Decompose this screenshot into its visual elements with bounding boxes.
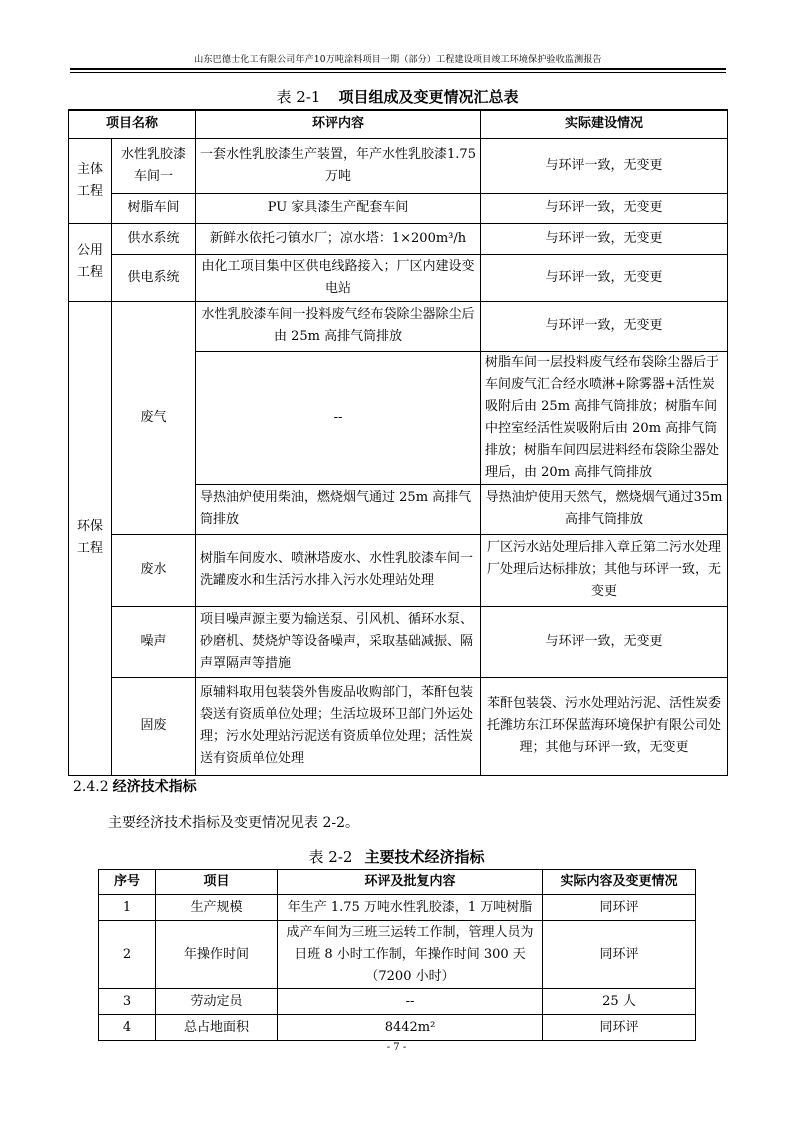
sub-cell: 噪声 <box>112 606 196 677</box>
economic-indicators-table <box>98 869 696 1041</box>
header-cell: 项目名称 <box>69 110 196 138</box>
section-heading <box>73 776 197 796</box>
sub-cell: 废气 <box>112 301 196 534</box>
item-cell: 年操作时间 <box>156 921 278 989</box>
no-cell: 2 <box>99 921 156 989</box>
item-cell: 生产规模 <box>156 895 278 921</box>
sub-cell: 树脂车间 <box>112 193 196 223</box>
section-number: 2.4.2 <box>73 779 109 795</box>
table-row <box>69 223 728 254</box>
actual-cell: 同环评 <box>543 895 696 921</box>
sub-cell: 供电系统 <box>112 254 196 301</box>
actual-cell: 与环评一致，无变更 <box>481 301 728 351</box>
table-row <box>69 193 728 223</box>
no-cell: 1 <box>99 895 156 921</box>
project-composition-table <box>68 109 728 776</box>
table-header-row <box>69 110 728 138</box>
header-cell: 项目 <box>156 870 278 895</box>
table-row <box>69 138 728 193</box>
no-cell: 3 <box>99 989 156 1015</box>
table2-caption-num: 表 2-2 <box>308 848 353 866</box>
eia-cell: 年生产 1.75 万吨水性乳胶漆，1 万吨树脂 <box>278 895 543 921</box>
eia-cell: -- <box>196 351 481 484</box>
eia-cell: 导热油炉使用柴油，燃烧烟气通过 25m 高排气筒排放 <box>196 484 481 534</box>
sub-cell: 废水 <box>112 534 196 606</box>
actual-cell: 导热油炉使用天然气，燃烧烟气通过35m 高排气筒排放 <box>481 484 728 534</box>
no-cell: 4 <box>99 1015 156 1041</box>
actual-cell: 树脂车间一层投料废气经布袋除尘器后于车间废气汇合经水喷淋+除雾器+活性炭吸附后由 25m 高排气筒排放；树脂车间中控室经活性炭吸附后由 20m 高排气筒排放；树脂车间四层进料经布袋除尘器处理后，由 20m 高排气筒排放 <box>481 351 728 484</box>
actual-cell: 与环评一致，无变更 <box>481 254 728 301</box>
section-title: 经济技术指标 <box>112 779 197 795</box>
table-row <box>99 895 696 921</box>
eia-cell: PU 家具漆生产配套车间 <box>196 193 481 223</box>
table-row <box>69 254 728 301</box>
group-cell: 主体工程 <box>69 138 112 223</box>
actual-cell: 与环评一致，无变更 <box>481 223 728 254</box>
eia-cell: 成产车间为三班三运转工作制，管理人员为日班 8 小时工作制，年操作时间 300 天（7200 小时） <box>278 921 543 989</box>
actual-cell: 25 人 <box>543 989 696 1015</box>
header-cell: 实际建设情况 <box>481 110 728 138</box>
eia-cell: 树脂车间废水、喷淋塔废水、水性乳胶漆车间一洗罐废水和生活污水排入污水处理站处理 <box>196 534 481 606</box>
group-cell: 公用工程 <box>69 223 112 301</box>
actual-cell: 与环评一致，无变更 <box>481 606 728 677</box>
table-row <box>99 1015 696 1041</box>
actual-cell: 厂区污水站处理后排入章丘第二污水处理厂处理后达标排放；其他与环评一致，无变更 <box>481 534 728 606</box>
table-row <box>69 677 728 775</box>
table-row <box>69 301 728 351</box>
header-cell: 实际内容及变更情况 <box>543 870 696 895</box>
header-cell: 环评及批复内容 <box>278 870 543 895</box>
table-row <box>99 989 696 1015</box>
sub-cell: 固废 <box>112 677 196 775</box>
table-row <box>99 921 696 989</box>
table1-caption-title: 项目组成及变更情况汇总表 <box>338 88 519 106</box>
sub-cell: 供水系统 <box>112 223 196 254</box>
actual-cell: 同环评 <box>543 1015 696 1041</box>
item-cell: 总占地面积 <box>156 1015 278 1041</box>
eia-cell: 原辅料取用包装袋外售废品收购部门，苯酐包装袋送有资质单位处理；生活垃圾环卫部门外运处理；污水处理站污泥送有资质单位处理；活性炭送有资质单位处理 <box>196 677 481 775</box>
table-row <box>69 606 728 677</box>
eia-cell: 一套水性乳胶漆生产装置，年产水性乳胶漆1.75万吨 <box>196 138 481 193</box>
table1-caption <box>68 86 727 107</box>
eia-cell: 8442m² <box>278 1015 543 1041</box>
eia-cell: 由化工项目集中区供电线路接入；厂区内建设变电站 <box>196 254 481 301</box>
table2-caption-title: 主要技术经济指标 <box>364 848 485 866</box>
table-header-row <box>99 870 696 895</box>
sub-cell: 水性乳胶漆车间一 <box>112 138 196 193</box>
actual-cell: 同环评 <box>543 921 696 989</box>
body-paragraph: 主要经济技术指标及变更情况见表 2-2。 <box>108 815 359 831</box>
header-cell: 序号 <box>99 870 156 895</box>
page-header: 山东巴德士化工有限公司年产10万吨涂料项目一期（部分）工程建设项目竣工环境保护验收监测报告 <box>70 52 726 70</box>
eia-cell: 水性乳胶漆车间一投料废气经布袋除尘器除尘后由 25m 高排气筒排放 <box>196 301 481 351</box>
actual-cell: 与环评一致，无变更 <box>481 193 728 223</box>
table-row <box>69 534 728 606</box>
header-cell: 环评内容 <box>196 110 481 138</box>
item-cell: 劳动定员 <box>156 989 278 1015</box>
eia-cell: 新鲜水依托刁镇水厂；凉水塔：1×200m³/h <box>196 223 481 254</box>
eia-cell: 项目噪声源主要为输送泵、引风机、循环水泵、砂磨机、焚烧炉等设备噪声，采取基础减振、隔声罩隔声等措施 <box>196 606 481 677</box>
page-number: - 7 - <box>386 1042 407 1053</box>
group-cell: 环保工程 <box>69 301 112 775</box>
table2-caption <box>98 846 695 867</box>
table1-caption-num: 表 2-1 <box>276 88 321 106</box>
actual-cell: 与环评一致，无变更 <box>481 138 728 193</box>
eia-cell: -- <box>278 989 543 1015</box>
actual-cell: 苯酐包装袋、污水处理站污泥、活性炭委托潍坊东江环保蓝海环境保护有限公司处理；其他与环评一致，无变更 <box>481 677 728 775</box>
